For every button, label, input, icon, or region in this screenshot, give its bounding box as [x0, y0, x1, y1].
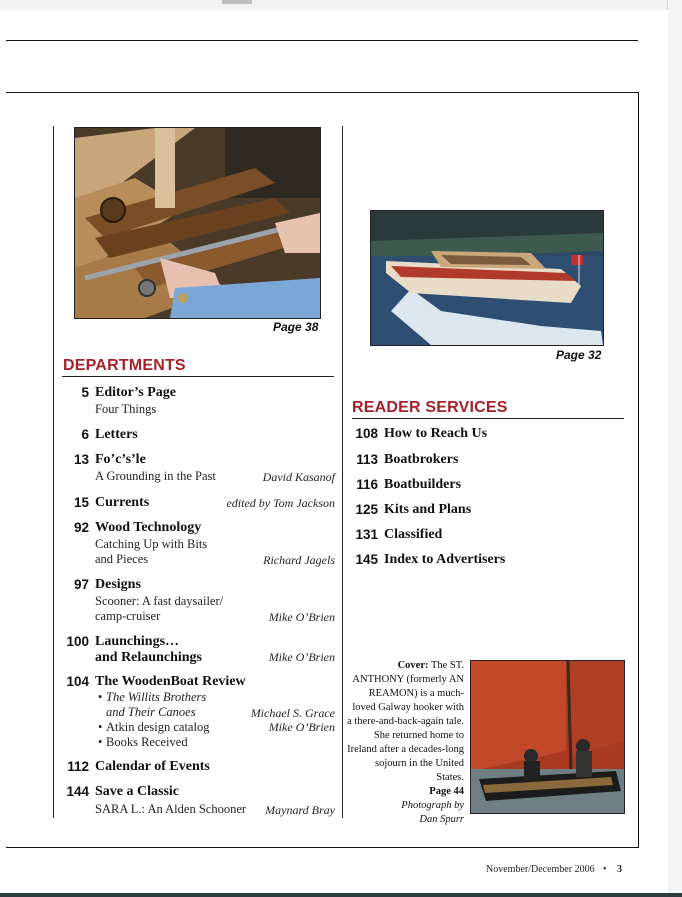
toc-entry-title[interactable]: Fo’c’s’le: [95, 452, 146, 467]
toc-entry-subtitle: Four Things: [95, 402, 157, 416]
toc-entry-title[interactable]: Launchings…: [95, 634, 180, 649]
toc-entry-number: 100: [66, 634, 89, 649]
departments-rule: [62, 376, 334, 377]
service-entry-number: 113: [356, 452, 378, 467]
footer-date: November/December 2006: [486, 864, 595, 875]
cover-page-ref[interactable]: Page 44: [429, 786, 464, 797]
photo-woodworking: [74, 127, 321, 319]
toc-entry-author: Maynard Bray: [265, 803, 335, 817]
toc-entry-author: edited by Tom Jackson: [226, 496, 335, 510]
review-item: Atkin design catalog: [106, 720, 210, 734]
toc-entry-number: 13: [73, 452, 89, 467]
service-entry-number: 125: [355, 502, 378, 517]
toc-entry-subtitle: SARA L.: An Alden Schooner: [95, 802, 247, 816]
photo-speedboat-image: [371, 211, 603, 345]
departments-heading: DEPARTMENTS: [63, 357, 186, 374]
photo-woodworking-image: [75, 128, 320, 318]
photo-speedboat: [370, 210, 604, 346]
cover-credit: Photograph by: [401, 800, 464, 811]
toc-entry-author: Michael S. Grace: [250, 706, 335, 720]
toc-entry-author: Mike O’Brien: [268, 610, 335, 624]
service-entry-number: 145: [355, 552, 378, 567]
cover-text: The ST. ANTHONY (formerly AN REAMON) is a much-loved Galway hooker with a there-and-back-again tale. She returned home to Ireland after a decades-long sojourn in the United States.: [347, 660, 464, 783]
toc-entry-author: Richard Jagels: [263, 553, 335, 567]
toc-entry-number: 5: [81, 385, 89, 400]
toc-entry-title[interactable]: Calendar of Events: [95, 759, 210, 774]
toc-entry-number: 144: [66, 784, 89, 799]
toc-entry-subtitle: camp-cruiser: [95, 609, 161, 623]
toc-entry-author: Mike O’Brien: [268, 720, 335, 734]
service-entry-title[interactable]: How to Reach Us: [384, 426, 488, 441]
top-rule: [6, 40, 638, 41]
review-item: and Their Canoes: [106, 705, 196, 719]
cover-description: [346, 659, 464, 827]
service-entry-title[interactable]: Kits and Plans: [384, 502, 472, 517]
toc-entry-author: Mike O’Brien: [268, 650, 335, 664]
toc-entry-author: David Kasanof: [262, 470, 335, 484]
scrollbar[interactable]: [667, 0, 682, 897]
toc-entry-title[interactable]: Editor’s Page: [95, 385, 176, 400]
toc-entry-title[interactable]: Letters: [95, 427, 138, 442]
footer-separator: •: [603, 864, 607, 875]
toc-entry-title[interactable]: Designs: [95, 577, 141, 592]
service-entry-title[interactable]: Classified: [384, 527, 443, 542]
service-entry-number: 108: [355, 426, 378, 441]
toc-entry-subtitle: Catching Up with Bits: [95, 537, 208, 551]
toc-entry-subtitle: and Pieces: [95, 552, 149, 566]
top-tab-indicator: [222, 0, 252, 4]
left-margin-rule: [53, 126, 54, 818]
review-bullet: •: [98, 720, 103, 734]
service-entry-number: 116: [356, 477, 378, 492]
toc-entry-number: 97: [73, 577, 89, 592]
service-entry-title[interactable]: Boatbrokers: [384, 452, 459, 467]
reader-services-rule: [352, 418, 624, 419]
toc-entry-number: 112: [67, 759, 89, 774]
review-bullet: •: [98, 690, 103, 704]
reader-services-heading: READER SERVICES: [352, 399, 508, 416]
toc-entry-subtitle: Scooner: A fast daysailer/: [95, 594, 224, 608]
cover-credit-name: Dan Spurr: [419, 814, 464, 825]
review-bullet: •: [98, 735, 103, 749]
photo-caption-page-38: Page 38: [273, 320, 319, 334]
review-item: The Willits Brothers: [106, 690, 207, 704]
toc-entry-number: 15: [73, 495, 89, 510]
service-entry-title[interactable]: Boatbuilders: [384, 477, 462, 492]
column-divider: [342, 126, 343, 818]
toc-entry-title[interactable]: The WoodenBoat Review: [95, 674, 246, 689]
toc-entry-title[interactable]: and Relaunchings: [95, 650, 202, 665]
service-entry-number: 131: [355, 527, 378, 542]
photo-cover-boat: [470, 660, 625, 814]
toc-entry-number: 92: [73, 520, 89, 535]
window-bottom-bar: [0, 893, 682, 897]
review-item: Books Received: [106, 735, 188, 749]
cover-label: Cover:: [397, 660, 429, 671]
service-entry-title[interactable]: Index to Advertisers: [384, 552, 506, 567]
window-top-bar: [0, 0, 682, 10]
toc-entry-number: 104: [66, 674, 89, 689]
toc-entry-number: 6: [81, 427, 89, 442]
toc-entry-title[interactable]: Currents: [95, 495, 150, 510]
photo-cover-boat-image: [471, 661, 624, 813]
toc-entry-subtitle: A Grounding in the Past: [95, 469, 216, 483]
toc-entry-title[interactable]: Wood Technology: [95, 520, 202, 535]
photo-caption-page-32: Page 32: [556, 348, 602, 362]
toc-entry-title[interactable]: Save a Classic: [95, 784, 179, 799]
footer-page-number: 3: [617, 864, 622, 875]
